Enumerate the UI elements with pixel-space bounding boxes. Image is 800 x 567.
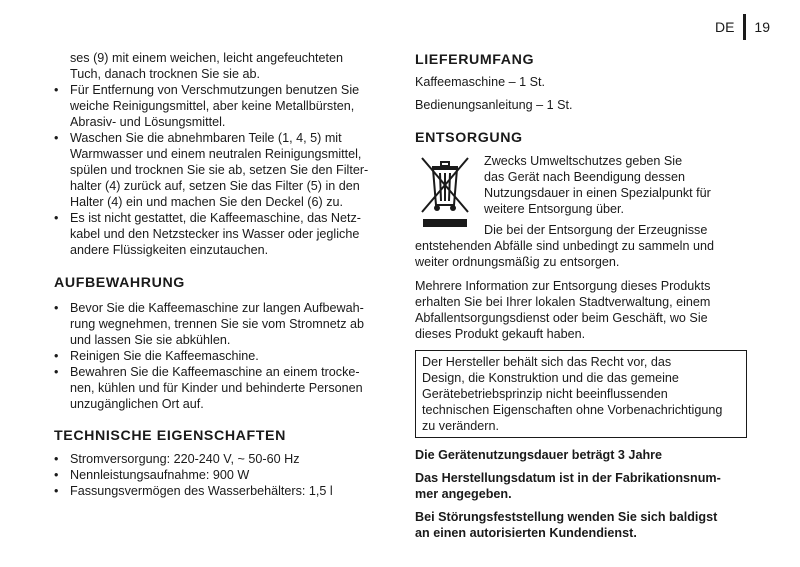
text-line: Design, die Konstruktion und die das gemeine [422,371,679,385]
text-line: • Waschen Sie die abnehmbaren Teile (1, 4, 5) mit [70,131,342,145]
disposal-section [415,153,751,270]
text-line: • Für Entfernung von Verschmutzungen benutzen Sie [70,83,360,97]
text-line: nen, kühlen und für Kinder und behinderte Personen [70,381,363,395]
crossed-out-wheelie-bin-icon [419,155,471,231]
right-column [415,50,751,541]
text-line: • Es ist nicht gestattet, die Kaffeemaschine, das Netz- [70,211,361,225]
text-line: Das Herstellungsdatum ist in der Fabrikationsnum- [415,471,721,485]
text-line: technischen Eigenschaften ohne Vorbenachrichtigung [422,403,723,417]
list-item [54,300,389,348]
left-column [54,50,389,499]
delivery-heading: LIEFERUMFANG [415,52,535,68]
storage-heading: AUFBEWAHRUNG [54,275,185,291]
list-item: • Nennleistungsaufnahme: 900 W [54,467,389,483]
more-info-paragraph [415,278,751,342]
text-line: spülen und trocknen Sie sie ab, setzen Sie den Filter- [70,163,369,177]
text-line: andere Flüssigkeiten einzutauchen. [70,243,269,257]
text-line: kabel und den Netzstecker ins Wasser oder jegliche [70,227,360,241]
service-contact-note [415,509,751,541]
text-line: Halter (4) ein und machen Sie den Deckel (6) zu. [70,195,343,209]
text-line: Abrasiv- und Lösungsmittel. [70,115,226,129]
list-item [54,82,389,130]
text-line: Tuch, danach trocknen Sie sie ab. [70,67,260,81]
list-item [54,130,389,210]
manufacturer-notice-box [415,350,747,438]
delivery-item: Kaffeemaschine – 1 St. [415,75,545,89]
text-line: halter (4) zurück auf, setzen Sie das Filter (5) in den [70,179,360,193]
text-line: Warmwasser und einem neutralen Reinigungsmittel, [70,147,362,161]
text-line: dieses Produkt gekauft haben. [415,327,586,341]
tech-specs-list [54,451,389,499]
text-line: und lassen Sie sie abkühlen. [70,333,231,347]
cleaning-intro [54,50,389,82]
list-item [54,364,389,412]
page-number: 19 [754,19,770,35]
text-line: Die bei der Entsorgung der Erzeugnisse [484,223,708,237]
header-divider [743,14,746,40]
text-line: mer angegeben. [415,487,512,501]
text-line: • Bevor Sie die Kaffeemaschine zur langen Aufbewah- [70,301,364,315]
list-item: • Stromversorgung: 220-240 V, ~ 50-60 Hz [54,451,389,467]
disposal-heading: ENTSORGUNG [415,130,523,146]
text-line: unzugänglichen Ort auf. [70,397,204,411]
disposal-text-beside-icon [484,153,751,217]
language-code: DE [714,19,735,35]
page-header [715,14,770,40]
list-item: • Fassungsvermögen des Wasserbehälters: 1,5 l [54,483,389,499]
storage-list [54,300,389,412]
text-line: Gerätebetriebsprinzip nicht beeinflussenden [422,387,668,401]
text-line: an einen autorisierten Kundendienst. [415,526,637,540]
cleaning-list [54,82,389,258]
text-line: entstehenden Abfälle sind unbedingt zu sammeln und [415,239,714,253]
text-line: das Gerät nach Beendigung dessen [484,170,685,184]
text-line: weiter ordnungsmäßig zu entsorgen. [415,255,620,269]
text-line: weiche Reinigungsmittel, aber keine Metallbürsten, [70,99,355,113]
list-item [54,348,389,364]
tech-specs-heading: TECHNISCHE EIGENSCHAFTEN [54,428,286,444]
manufacture-date-note [415,470,751,502]
text-line: • Reinigen Sie die Kaffeemaschine. [70,349,259,363]
list-item [54,210,389,258]
service-life-note: Die Gerätenutzungsdauer beträgt 3 Jahre [415,448,663,462]
text-line: zu verändern. [422,419,500,433]
delivery-item: Bedienungsanleitung – 1 St. [415,98,573,112]
text-line: Bei Störungsfeststellung wenden Sie sich baldigst [415,510,718,524]
text-line: erhalten Sie bei Ihrer lokalen Stadtverwaltung, einem [415,295,711,309]
text-line: Abfallentsorgungsdienst oder beim Geschäft, wo Sie [415,311,708,325]
text-line: Der Hersteller behält sich das Recht vor, das [422,355,672,369]
text-line: weitere Entsorgung über. [484,202,625,216]
text-line: rung wegnehmen, trennen Sie sie vom Stromnetz ab [70,317,365,331]
text-line: ses (9) mit einem weichen, leicht angefeuchteten [70,51,344,65]
text-line: • Bewahren Sie die Kaffeemaschine an einem trocke- [70,365,360,379]
text-line: Nutzungsdauer in einen Spezialpunkt für [484,186,711,200]
text-line: Zwecks Umweltschutzes geben Sie [484,154,683,168]
text-line: Mehrere Information zur Entsorgung dieses Produkts [415,279,711,293]
